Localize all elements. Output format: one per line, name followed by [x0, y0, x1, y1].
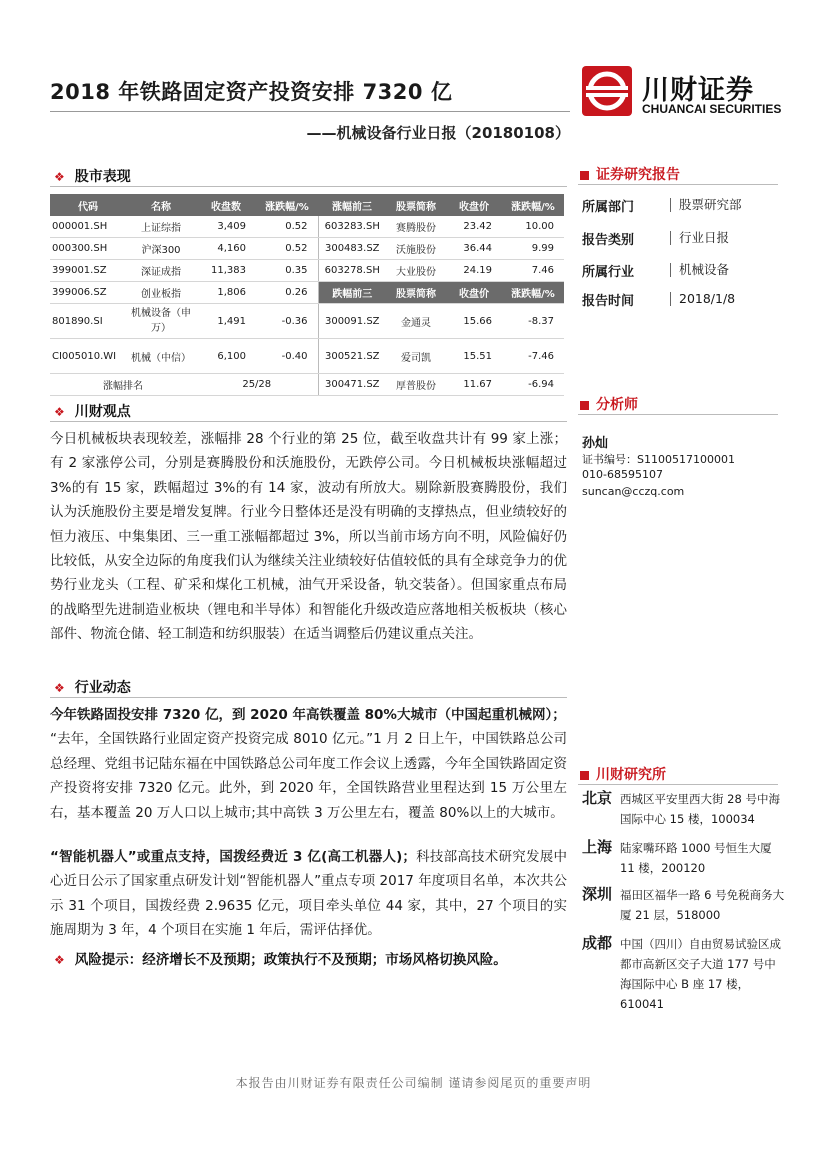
- table-cell: 0.52: [256, 238, 318, 260]
- sidebar-divider: [578, 784, 778, 785]
- office-address: 福田区福华一路 6 号免税商务大厦 21 层，518000: [620, 888, 785, 922]
- table-header-cell: 涨跌幅/%: [502, 194, 564, 216]
- table-cell: 300471.SZ: [318, 374, 386, 396]
- office-city: 北京: [582, 789, 613, 807]
- table-cell: 300091.SZ: [318, 304, 386, 339]
- sidebar-institute-heading: 川财研究所: [580, 764, 666, 784]
- losers-header-cell: 涨跌幅/%: [502, 282, 564, 304]
- table-row: [50, 282, 564, 304]
- info-value: 行业日报: [670, 231, 729, 245]
- news-item-1-title: 今年铁路固投安排 7320 亿，到 2020 年高铁覆盖 80%大城市（中国起重机械网）；: [50, 707, 566, 723]
- analyst-cert: 证书编号：S1100517100001: [582, 453, 735, 466]
- table-header-cell: 股票简称: [386, 194, 446, 216]
- table-cell: 大业股份: [386, 260, 446, 282]
- table-cell: CI005010.WI: [50, 339, 126, 374]
- table-cell: 000001.SH: [50, 216, 126, 238]
- table-cell: 603283.SH: [318, 216, 386, 238]
- logo-mark-icon: [582, 66, 632, 116]
- table-header-row: [50, 194, 564, 216]
- table-header-cell: 收盘数: [196, 194, 256, 216]
- diamond-bullet-icon: ❖: [54, 681, 65, 695]
- section-news-heading: ❖ 行业动态: [54, 680, 131, 696]
- losers-header-cell: 跌幅前三: [318, 282, 386, 304]
- info-label: 所属部门: [582, 200, 635, 215]
- table-cell: 000300.SH: [50, 238, 126, 260]
- table-cell: 1,806: [196, 282, 256, 304]
- report-title: 2018 年铁路固定资产投资安排 7320 亿: [50, 80, 453, 104]
- sidebar-divider: [578, 414, 778, 415]
- table-header-cell: 收盘价: [446, 194, 502, 216]
- table-row: [50, 238, 564, 260]
- diamond-bullet-icon: ❖: [54, 405, 65, 419]
- office-address: 西城区平安里西大街 28 号中海国际中心 15 楼，100034: [620, 792, 780, 826]
- table-cell: 801890.SI: [50, 304, 126, 339]
- info-value: 机械设备: [670, 263, 729, 277]
- table-row: [50, 374, 564, 396]
- section-divider: [50, 421, 567, 422]
- table-cell: 15.51: [446, 339, 502, 374]
- table-cell: 399006.SZ: [50, 282, 126, 304]
- table-cell: 沪深300: [126, 238, 196, 260]
- news-item-1: [50, 703, 567, 825]
- table-cell: 11.67: [446, 374, 502, 396]
- sidebar-analyst-heading: 分析师: [580, 394, 638, 414]
- office-address: 陆家嘴环路 1000 号恒生大厦 11 楼，200120: [620, 841, 772, 875]
- info-label: 所属行业: [582, 265, 635, 280]
- section-divider: [50, 186, 567, 187]
- diamond-bullet-icon: ❖: [54, 953, 65, 967]
- table-cell: 沃施股份: [386, 238, 446, 260]
- table-cell: 10.00: [502, 216, 564, 238]
- table-cell: 6,100: [196, 339, 256, 374]
- office-city: 上海: [582, 838, 613, 856]
- table-cell: 300483.SZ: [318, 238, 386, 260]
- section-divider: [50, 697, 567, 698]
- table-row: [50, 260, 564, 282]
- table-header-cell: 名称: [126, 194, 196, 216]
- report-subtitle: ——机械设备行业日报（20180108）: [306, 124, 570, 142]
- market-table: [50, 194, 564, 396]
- table-cell: 23.42: [446, 216, 502, 238]
- table-cell: 11,383: [196, 260, 256, 282]
- table-cell: 厚普股份: [386, 374, 446, 396]
- sidebar-report-heading: 证券研究报告: [580, 164, 680, 184]
- logo-text-cn: 川财证券: [642, 75, 754, 106]
- analyst-email[interactable]: suncan@cczq.com: [582, 485, 685, 498]
- info-value: 股票研究部: [670, 198, 742, 212]
- analyst-name: 孙灿: [582, 436, 609, 451]
- table-cell: 金通灵: [386, 304, 446, 339]
- table-cell: 0.52: [256, 216, 318, 238]
- table-cell: -8.37: [502, 304, 564, 339]
- news-item-2-title: “智能机器人”或重点支持，国拨经费近 3 亿(高工机器人)；: [50, 849, 416, 865]
- sidebar-divider: [578, 184, 778, 185]
- table-cell: 36.44: [446, 238, 502, 260]
- table-cell: 9.99: [502, 238, 564, 260]
- table-cell: -0.40: [256, 339, 318, 374]
- square-bullet-icon: [580, 771, 589, 780]
- news-item-2-body: 科技部高技术研究发展中心近日公示了国家重点研发计划“智能机器人”重点专项 2017 年度项目名单，本次共公示 31 个项目，国拨经费 2.9635 亿元，项目牵头单位 44 家，其中，27 个项目的实施周期为 3 年，4 个项目在实施 1 年后，需评估择优。: [50, 849, 567, 939]
- table-cell: 603278.SH: [318, 260, 386, 282]
- analyst-phone: 010-68595107: [582, 468, 663, 481]
- news-item-1-body: “去年，全国铁路行业固定资产投资完成 8010 亿元。”1 月 2 日上午，中国铁路总公司总经理、党组书记陆东福在中国铁路总公司年度工作会议上透露，今年全国铁路固定资产投资将安排 7320 亿元。此外，到 2020 年，全国铁路营业里程达到 15 万公里左右，基本覆盖 20 万人口以上城市;其中高铁 3 万公里左右，覆盖 80%以上的大城市。: [50, 731, 567, 821]
- office-city: 成都: [582, 934, 613, 952]
- rank-label-cell: 涨幅排名: [50, 374, 196, 396]
- table-header-cell: 代码: [50, 194, 126, 216]
- table-cell: 机械（中信）: [126, 339, 196, 374]
- table-cell: 399001.SZ: [50, 260, 126, 282]
- table-row: [50, 304, 564, 339]
- news-item-2: [50, 845, 567, 943]
- table-cell: 1,491: [196, 304, 256, 339]
- table-cell: 15.66: [446, 304, 502, 339]
- table-header-cell: 涨幅前三: [318, 194, 386, 216]
- table-cell: -0.36: [256, 304, 318, 339]
- table-cell: 机械设备（申万）: [126, 304, 196, 339]
- table-row: [50, 216, 564, 238]
- section-view-heading: ❖ 川财观点: [54, 404, 131, 420]
- table-cell: 创业板指: [126, 282, 196, 304]
- office-city: 深圳: [582, 885, 613, 903]
- square-bullet-icon: [580, 401, 589, 410]
- office-address: 中国（四川）自由贸易试验区成都市高新区交子大道 177 号中海国际中心 B 座 17 楼，610041: [620, 937, 781, 1011]
- section-market-heading: ❖ 股市表现: [54, 169, 131, 185]
- risk-warning: ❖ 风险提示：经济增长不及预期；政策执行不及预期；市场风格切换风险。: [54, 952, 507, 968]
- square-bullet-icon: [580, 171, 589, 180]
- table-cell: 上证综指: [126, 216, 196, 238]
- table-cell: -7.46: [502, 339, 564, 374]
- table-cell: 0.26: [256, 282, 318, 304]
- table-cell: 24.19: [446, 260, 502, 282]
- table-row: [50, 339, 564, 374]
- title-divider: [50, 111, 570, 112]
- info-label: 报告类别: [582, 233, 635, 248]
- table-cell: 4,160: [196, 238, 256, 260]
- rank-value-cell: 25/28: [196, 374, 318, 396]
- diamond-bullet-icon: ❖: [54, 170, 65, 184]
- info-value: 2018/1/8: [670, 292, 735, 306]
- table-cell: -6.94: [502, 374, 564, 396]
- company-logo: [582, 66, 782, 118]
- logo-text-en: CHUANCAI SECURITIES: [642, 102, 782, 116]
- table-cell: 7.46: [502, 260, 564, 282]
- table-cell: 赛腾股份: [386, 216, 446, 238]
- table-cell: 爱司凯: [386, 339, 446, 374]
- info-label: 报告时间: [582, 294, 635, 309]
- table-header-cell: 涨跌幅/%: [256, 194, 318, 216]
- table-cell: 300521.SZ: [318, 339, 386, 374]
- losers-header-cell: 收盘价: [446, 282, 502, 304]
- losers-header-cell: 股票简称: [386, 282, 446, 304]
- table-cell: 深证成指: [126, 260, 196, 282]
- table-cell: 3,409: [196, 216, 256, 238]
- footer-disclaimer: 本报告由川财证券有限责任公司编制 谨请参阅尾页的重要声明: [235, 1076, 592, 1090]
- view-paragraph: 今日机械板块表现较差，涨幅排 28 个行业的第 25 位，截至收盘共计有 99 家上涨；有 2 家涨停公司，分别是赛腾股份和沃施股份，无跌停公司。今日机械板块涨幅超过 3%的有 15 家，跌幅超过 3%的有 14 家，波动有所放大。剔除新股赛腾股份，我们认为沃施股份主要是增发复牌。行业今日整体还是没有明确的支撑热点，但业绩较好的恒力液压、中集集团、三一重工涨幅都超过 3%，所以当前市场方向不明，风险偏好仍比较低，从安全边际的角度我们认为继续关注业绩较好估值较低的具有全球竞争力的优势行业龙头（工程、矿采和煤化工机械，油气开采设备，轨交装备）。但国家重点布局的战略型先进制造业板块（锂电和半导体）和智能化升级改造应落地相关板板块（核心部件、物流仓储、轻工制造和纺织服装）在适当调整后仍建议重点关注。: [50, 431, 567, 643]
- table-cell: 0.35: [256, 260, 318, 282]
